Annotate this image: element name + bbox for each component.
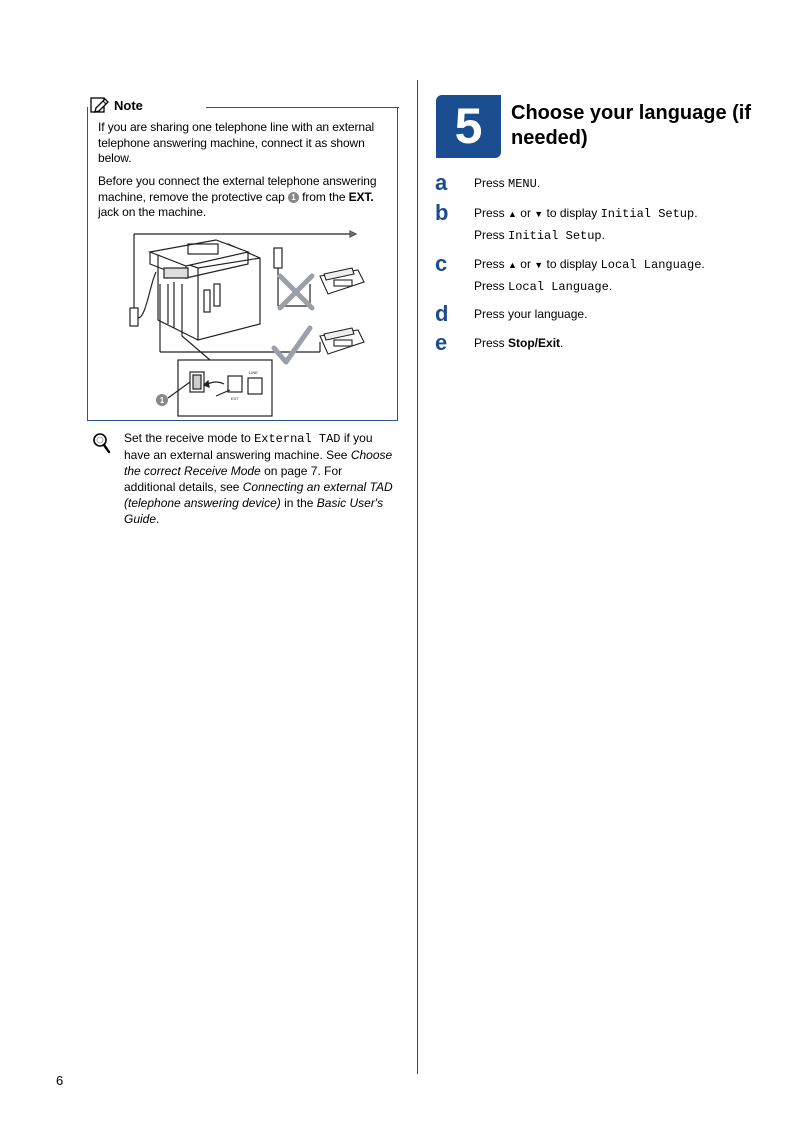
menu-item-value: Local Language xyxy=(508,280,609,294)
substep-letter: b xyxy=(435,200,449,225)
menu-item-value: Initial Setup xyxy=(600,207,695,221)
menu-key: MENU xyxy=(508,177,537,191)
up-arrow-icon: ▲ xyxy=(508,209,517,219)
substep-c xyxy=(435,251,765,296)
substep-letter: c xyxy=(435,251,448,276)
substep-letter: d xyxy=(435,301,449,326)
substep-letter: a xyxy=(435,170,448,195)
receive-mode-value: External TAD xyxy=(254,432,341,446)
column-divider xyxy=(417,80,418,1074)
menu-item-value: Initial Setup xyxy=(508,229,602,243)
substep-b-text-2: Press Initial Setup. xyxy=(474,228,605,243)
substep-b-text: Press ▲ or ▼ to display Initial Setup. xyxy=(474,206,698,221)
line-jack-tag: LINE xyxy=(249,370,258,375)
callout-badge: 1 xyxy=(288,192,299,203)
substep-e xyxy=(435,330,765,375)
see-reference-2: Connecting an external TAD (telephone answering device) xyxy=(124,480,393,510)
substep-letter: e xyxy=(435,330,448,355)
step-title: Choose your language (if needed) xyxy=(511,102,752,149)
note-box-top-rule xyxy=(206,107,399,108)
pencil-note-icon xyxy=(90,96,110,114)
up-arrow-icon: ▲ xyxy=(508,260,517,270)
note-paragraph-1: If you are sharing one telephone line with an external telephone answering machine, connect it as shown below. xyxy=(98,120,375,165)
substep-d-text: Press your language. xyxy=(474,307,588,321)
substep-c-text-2: Press Local Language. xyxy=(474,279,613,294)
substep-b xyxy=(435,200,765,245)
substep-e-text: Press Stop/Exit. xyxy=(474,336,564,350)
substep-a-text: Press MENU. xyxy=(474,176,541,191)
ext-jack-tag: EXT xyxy=(231,396,239,401)
down-arrow-icon: ▼ xyxy=(534,260,544,270)
note-paragraph-2: Before you connect the external telephone answering machine, remove the protective cap 1 from the EXT. jack on the machine. xyxy=(98,174,377,219)
stop-exit-key: Stop/Exit xyxy=(508,336,561,350)
see-reference-1: Choose the correct Receive Mode xyxy=(124,448,393,478)
note-header xyxy=(90,96,143,114)
connection-illustration xyxy=(128,224,368,420)
page-number: 6 xyxy=(56,1073,64,1088)
illustration-callout: 1 xyxy=(159,396,165,405)
down-arrow-icon: ▼ xyxy=(534,209,544,219)
step-number-badge: 5 xyxy=(436,95,501,158)
substep-c-text: Press ▲ or ▼ to display Local Language. xyxy=(474,257,705,272)
hint-text: Set the receive mode to External TAD if you have an external answering machine. See Choose the correct Receive Mode on page 7. For additional details, see Connecting an external TAD (telephone answering device) in the Basic User's Guide. xyxy=(124,431,393,526)
ext-jack-label: EXT. xyxy=(348,189,374,204)
guide-reference: Basic User's Guide xyxy=(124,496,384,526)
note-title: Note xyxy=(114,97,143,113)
menu-item-value: Local Language xyxy=(600,258,702,272)
magnifier-hint-icon xyxy=(92,432,112,454)
